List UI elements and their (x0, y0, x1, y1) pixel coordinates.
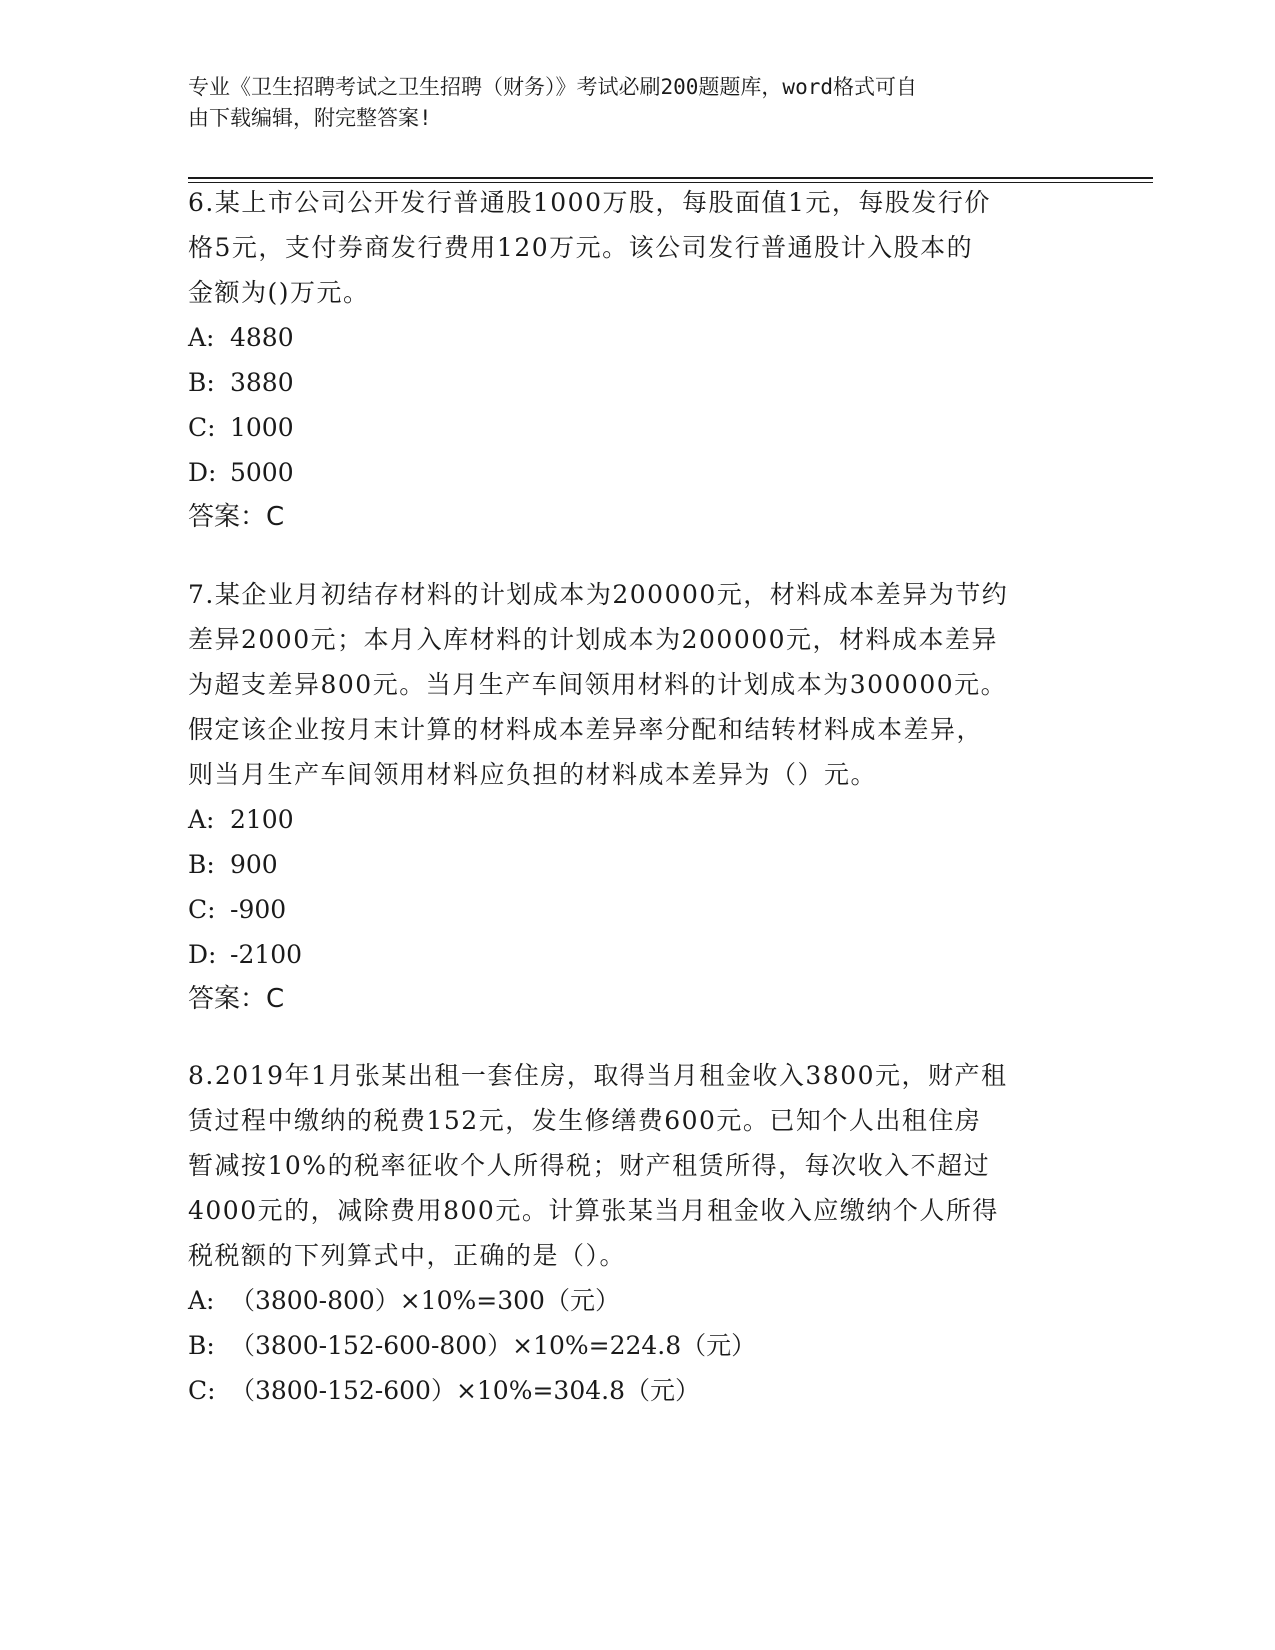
option-b (188, 842, 1088, 887)
question-line: 则当月生产车间领用材料应负担的材料成本差异为（）元。 (188, 760, 878, 789)
question-line: 7.某企业月初结存材料的计划成本为200000元，材料成本差异为节约 (188, 580, 1009, 609)
option-a (188, 1278, 1088, 1323)
option-letter: B: (188, 368, 215, 397)
option-letter: D: (188, 458, 217, 487)
option-letter: C: (188, 413, 216, 442)
option-letter: C: (188, 1376, 216, 1405)
option-c (188, 405, 1088, 450)
option-text: （3800-152-600）×10%=304.8（元） (230, 1376, 700, 1405)
question-8 (188, 1053, 1088, 1413)
question-line: 为超支差异800元。当月生产车间领用材料的计划成本为300000元。 (188, 670, 1008, 699)
option-text: （3800-800）×10%=300（元） (230, 1286, 620, 1315)
question-6 (188, 180, 1088, 540)
question-line: 4000元的，减除费用800元。计算张某当月租金收入应缴纳个人所得 (188, 1196, 999, 1225)
document-header (188, 72, 1058, 134)
option-letter: B: (188, 1331, 215, 1360)
option-b (188, 360, 1088, 405)
option-b (188, 1323, 1088, 1368)
question-7 (188, 572, 1088, 1022)
option-a (188, 315, 1088, 360)
option-text: （3800-152-600-800）×10%=224.8（元） (230, 1331, 757, 1360)
header-divider-thick (188, 177, 1153, 179)
option-text: 900 (230, 850, 278, 879)
question-line: 8.2019年1月张某出租一套住房，取得当月租金收入3800元，财产租 (188, 1061, 1008, 1090)
option-d (188, 450, 1088, 495)
option-d (188, 932, 1088, 977)
option-text: 5000 (230, 458, 294, 487)
option-c (188, 887, 1088, 932)
option-c (188, 1368, 1088, 1413)
option-letter: A: (188, 1286, 215, 1315)
header-line-1: 专业《卫生招聘考试之卫生招聘（财务）》考试必刷200题题库，word格式可自 (188, 75, 917, 99)
option-letter: D: (188, 940, 217, 969)
question-line: 6.某上市公司公开发行普通股1000万股，每股面值1元，每股发行价 (188, 188, 991, 217)
option-text: 4880 (230, 323, 294, 352)
question-line: 差异2000元；本月入库材料的计划成本为200000元，材料成本差异 (188, 625, 999, 654)
option-letter: A: (188, 323, 215, 352)
option-letter: A: (188, 805, 215, 834)
option-letter: B: (188, 850, 215, 879)
question-line: 赁过程中缴纳的税费152元，发生修缮费600元。已知个人出租住房 (188, 1106, 982, 1135)
question-line: 暂减按10%的税率征收个人所得税；财产租赁所得，每次收入不超过 (188, 1151, 991, 1180)
option-letter: C: (188, 895, 216, 924)
question-line: 税税额的下列算式中，正确的是（）。 (188, 1241, 627, 1270)
question-line: 格5元，支付券商发行费用120万元。该公司发行普通股计入股本的 (188, 233, 974, 262)
answer-line: 答案：C (188, 984, 285, 1014)
option-text: -2100 (230, 940, 303, 969)
option-text: -900 (230, 895, 287, 924)
option-text: 3880 (230, 368, 294, 397)
option-text: 2100 (230, 805, 294, 834)
option-text: 1000 (230, 413, 294, 442)
header-line-2: 由下载编辑，附完整答案! (188, 106, 432, 130)
answer-line: 答案：C (188, 502, 285, 532)
question-line: 假定该企业按月末计算的材料成本差异率分配和结转材料成本差异， (188, 715, 984, 744)
question-line: 金额为()万元。 (188, 278, 370, 307)
option-a (188, 797, 1088, 842)
